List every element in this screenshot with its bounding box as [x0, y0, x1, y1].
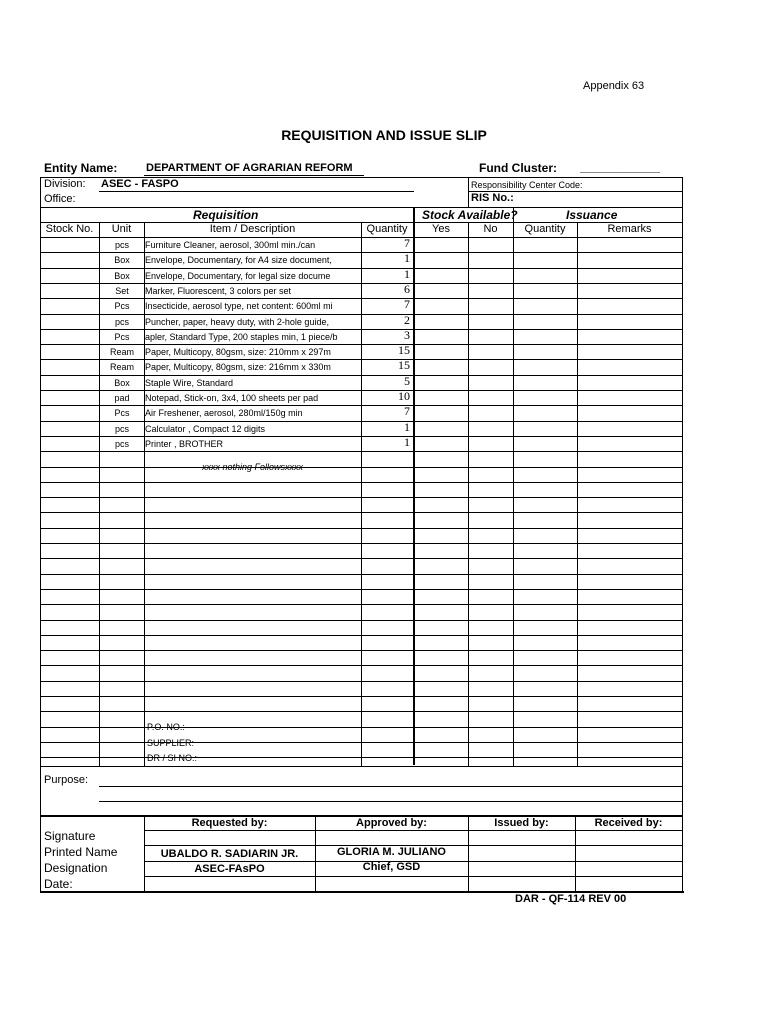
purpose-line-2 [99, 801, 683, 802]
entity-name-value: DEPARTMENT OF AGRARIAN REFORM [146, 162, 353, 174]
table-row [0, 436, 768, 452]
requested-by-label: Requested by: [191, 817, 268, 829]
col-yes: Yes [432, 223, 450, 235]
fund-cluster-value: ____________ [580, 160, 661, 174]
approved-by-name: GLORIA M. JULIANO [337, 846, 446, 858]
fund-cluster-label: Fund Cluster: [479, 161, 557, 175]
purpose-label: Purpose: [44, 774, 89, 786]
table-row-line [40, 757, 683, 758]
table-row-line [40, 665, 683, 666]
item-description: Printer , BROTHER [145, 439, 224, 449]
table-row-line [40, 528, 683, 529]
item-unit: pcs [114, 240, 129, 250]
table-row-line [40, 512, 683, 513]
item-description: Staple Wire, Standard [145, 378, 234, 388]
item-unit: pcs [114, 439, 129, 449]
item-quantity: 6 [404, 282, 410, 296]
entity-underline [144, 175, 364, 176]
table-row-line [40, 635, 683, 636]
item-description: Notepad, Stick-on, 3x4, 100 sheets per pad [145, 393, 319, 403]
form-code: DAR - QF-114 REV 00 [515, 893, 627, 905]
section-requisition: Requisition [193, 208, 259, 222]
rcc-divider [468, 177, 469, 207]
table-row-line [40, 604, 683, 605]
col-remarks: Remarks [607, 223, 652, 235]
date-label: Date: [44, 877, 73, 891]
table-row [0, 298, 768, 314]
received-by-label: Received by: [594, 817, 663, 829]
item-description: Calculator , Compact 12 digits [145, 424, 266, 434]
purpose-top-line [40, 766, 683, 767]
item-quantity: 7 [404, 297, 410, 311]
item-description: apler, Standard Type, 200 staples min, 1 piece/b [145, 332, 338, 342]
table-row-line [40, 558, 683, 559]
item-quantity: 1 [404, 435, 410, 449]
item-description: Air Freshener, aerosol, 280ml/150g min [145, 408, 303, 418]
item-unit: Pcs [114, 332, 130, 342]
col-stock-no: Stock No. [45, 223, 94, 235]
table-row [0, 252, 768, 268]
item-description: Furniture Cleaner, aerosol, 300ml min./can [145, 240, 316, 250]
printed-name-label: Printed Name [44, 845, 118, 859]
item-unit: Ream [109, 362, 134, 372]
col-item: Item / Description [209, 223, 296, 235]
table-row-line [40, 681, 683, 682]
item-unit: pcs [114, 317, 129, 327]
form-title: REQUISITION AND ISSUE SLIP [281, 127, 487, 143]
item-quantity: 3 [404, 328, 410, 342]
item-description: Marker, Fluorescent, 3 colors per set [145, 286, 292, 296]
table-row-line [40, 543, 683, 544]
col-issue-quantity: Quantity [524, 223, 566, 235]
division-value: ASEC - FASPO [101, 178, 179, 190]
table-row-line [40, 482, 683, 483]
sig-h-4 [144, 876, 683, 877]
appendix-label: Appendix 63 [583, 80, 645, 92]
table-row [0, 359, 768, 375]
item-description: Puncher, paper, heavy duty, with 2-hole guide, [145, 317, 329, 327]
table-row-line [40, 620, 683, 621]
requested-by-name: UBALDO R. SADIARIN JR. [160, 848, 299, 860]
dr-si-label: DR / SI NO.: [147, 753, 198, 763]
table-row-line [40, 589, 683, 590]
table-row-line [40, 711, 683, 712]
approved-by-label: Approved by: [356, 817, 427, 829]
issued-by-label: Issued by: [494, 817, 549, 829]
designation-label: Designation [44, 861, 108, 875]
table-row-line [40, 650, 683, 651]
item-unit: Box [114, 271, 130, 281]
item-unit: Ream [109, 347, 134, 357]
item-description: Envelope, Documentary, for legal size docume [145, 271, 331, 281]
item-unit: Pcs [114, 301, 130, 311]
item-quantity: 15 [398, 343, 410, 357]
item-quantity: 10 [398, 389, 410, 403]
item-quantity: 1 [404, 420, 410, 434]
office-label: Office: [44, 193, 76, 205]
item-description: Insecticide, aerosol type, net content: 600ml mi [145, 301, 333, 311]
item-unit: pcs [114, 424, 129, 434]
approved-by-designation: Chief, GSD [362, 861, 421, 873]
item-description: Paper, Multicopy, 80gsm, size: 216mm x 330m [145, 362, 331, 372]
item-quantity: 5 [404, 374, 410, 388]
signature-label: Signature [44, 829, 96, 843]
rcc-label: Responsibility Center Code: [471, 180, 583, 190]
table-row-line [40, 696, 683, 697]
item-quantity: 1 [404, 251, 410, 265]
table-row-line [40, 574, 683, 575]
item-quantity: 7 [404, 404, 410, 418]
section-issuance: Issuance [566, 208, 618, 222]
item-quantity: 15 [398, 358, 410, 372]
entity-name-label: Entity Name: [44, 161, 118, 175]
division-underline [99, 191, 414, 192]
table-row [0, 405, 768, 421]
ris-no-label: RIS No.: [471, 192, 514, 204]
item-quantity: 2 [404, 313, 410, 327]
col-unit: Unit [111, 223, 132, 235]
item-unit: Set [115, 286, 129, 296]
section-stock-available: Stock Available? [422, 208, 518, 222]
item-quantity: 7 [404, 236, 410, 250]
nothing-follows: xxxx nothing Followsxxxx [201, 462, 304, 472]
item-description: Paper, Multicopy, 80gsm, size: 210mm x 297m [145, 347, 331, 357]
purpose-line-1 [99, 786, 683, 787]
table-row-line [40, 727, 683, 728]
item-unit: pad [114, 393, 130, 403]
supplier-label: SUPPLIER: [147, 738, 195, 748]
table-row-line [40, 742, 683, 743]
issuance-divider-top [513, 207, 514, 222]
item-unit: Box [114, 255, 130, 265]
item-unit: Box [114, 378, 130, 388]
item-description: Envelope, Documentary, for A4 size document, [145, 255, 332, 265]
table-row-line [40, 497, 683, 498]
col-quantity: Quantity [366, 223, 408, 235]
item-quantity: 1 [404, 267, 410, 281]
sig-h-1 [144, 830, 683, 831]
po-no-label: P.O. NO.: [147, 722, 185, 732]
requested-by-designation: ASEC-FAsPO [194, 863, 265, 875]
division-label: Division: [44, 178, 86, 190]
col-no: No [483, 223, 498, 235]
item-unit: Pcs [114, 408, 130, 418]
table-row-line [40, 467, 683, 468]
